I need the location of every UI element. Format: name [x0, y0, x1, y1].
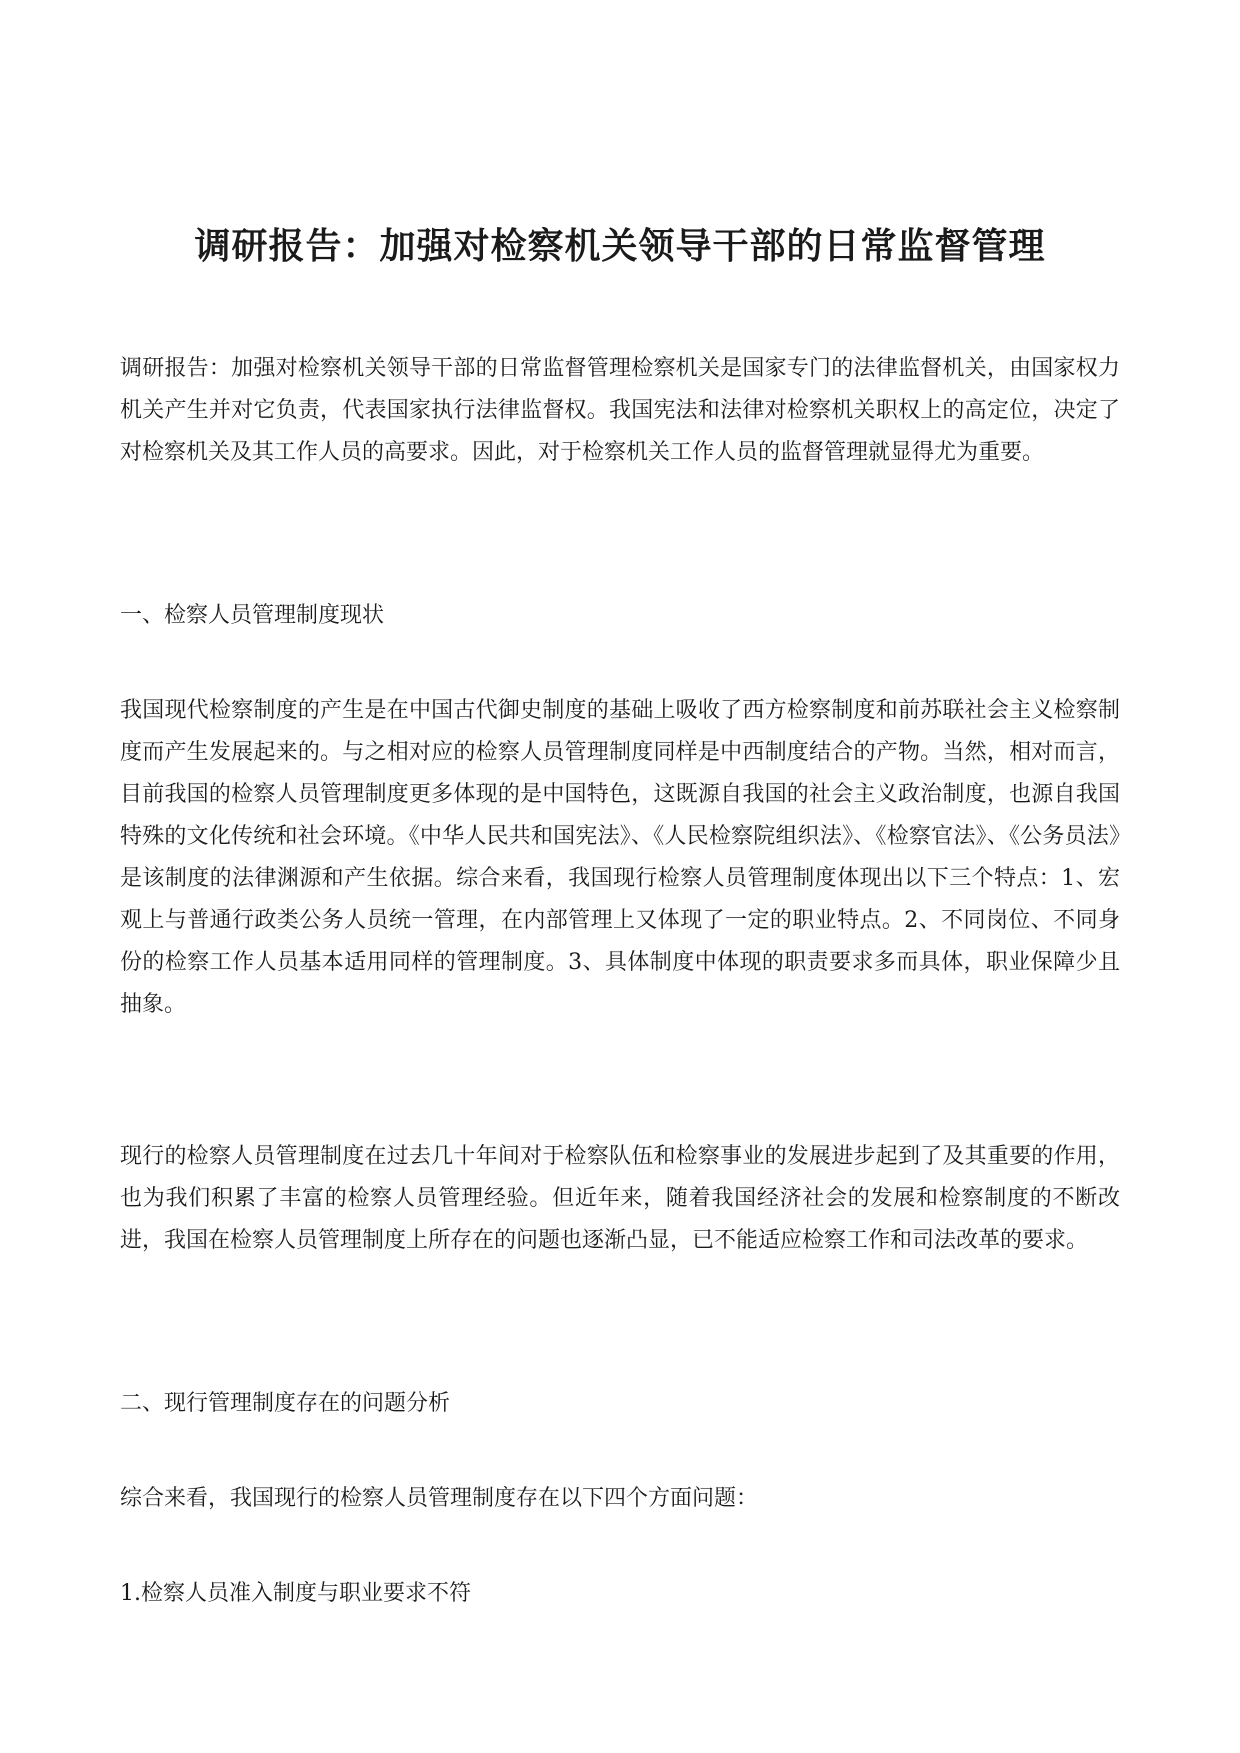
- intro-paragraph: 调研报告：加强对检察机关领导干部的日常监督管理检察机关是国家专门的法律监督机关，由国家权力机关产生并对它负责，代表国家执行法律监督权。我国宪法和法律对检察机关职权上的高定位，决定了对检察机关及其工作人员的高要求。因此，对于检察机关工作人员的监督管理就显得尤为重要。: [120, 356, 1120, 465]
- section-1-paragraph-2: 现行的检察人员管理制度在过去几十年间对于检察队伍和检察事业的发展进步起到了及其重要的作用，也为我们积累了丰富的检察人员管理经验。但近年来，随着我国经济社会的发展和检察制度的不断改进，我国在检察人员管理制度上所存在的问题也逐渐凸显，已不能适应检察工作和司法改革的要求。: [120, 1144, 1120, 1253]
- subsection-1-heading: 1.检察人员准入制度与职业要求不符: [120, 1581, 471, 1606]
- section-1-paragraph-1: 我国现代检察制度的产生是在中国古代御史制度的基础上吸收了西方检察制度和前苏联社会主义检察制度而产生发展起来的。与之相对应的检察人员管理制度同样是中西制度结合的产物。当然，相对而言，目前我国的检察人员管理制度更多体现的是中国特色，这既源自我国的社会主义政治制度，也源自我国特殊的文化传统和社会环境。《中华人民共和国宪法》、《人民检察院组织法》、《检察官法》、《公务员法》是该制度的法律渊源和产生依据。综合来看，我国现行检察人员管理制度体现出以下三个特点：1、宏观上与普通行政类公务人员统一管理，在内部管理上又体现了一定的职业特点。2、不同岗位、不同身份的检察工作人员基本适用同样的管理制度。3、具体制度中体现的职责要求多而具体，职业保障少且抽象。: [120, 698, 1120, 1017]
- section-2-heading: 二、现行管理制度存在的问题分析: [120, 1391, 451, 1416]
- section-1-heading: 一、检察人员管理制度现状: [120, 603, 385, 628]
- section-2-paragraph-1: 综合来看，我国现行的检察人员管理制度存在以下四个方面问题：: [120, 1486, 759, 1511]
- document-title: 调研报告：加强对检察机关领导干部的日常监督管理: [194, 226, 1046, 267]
